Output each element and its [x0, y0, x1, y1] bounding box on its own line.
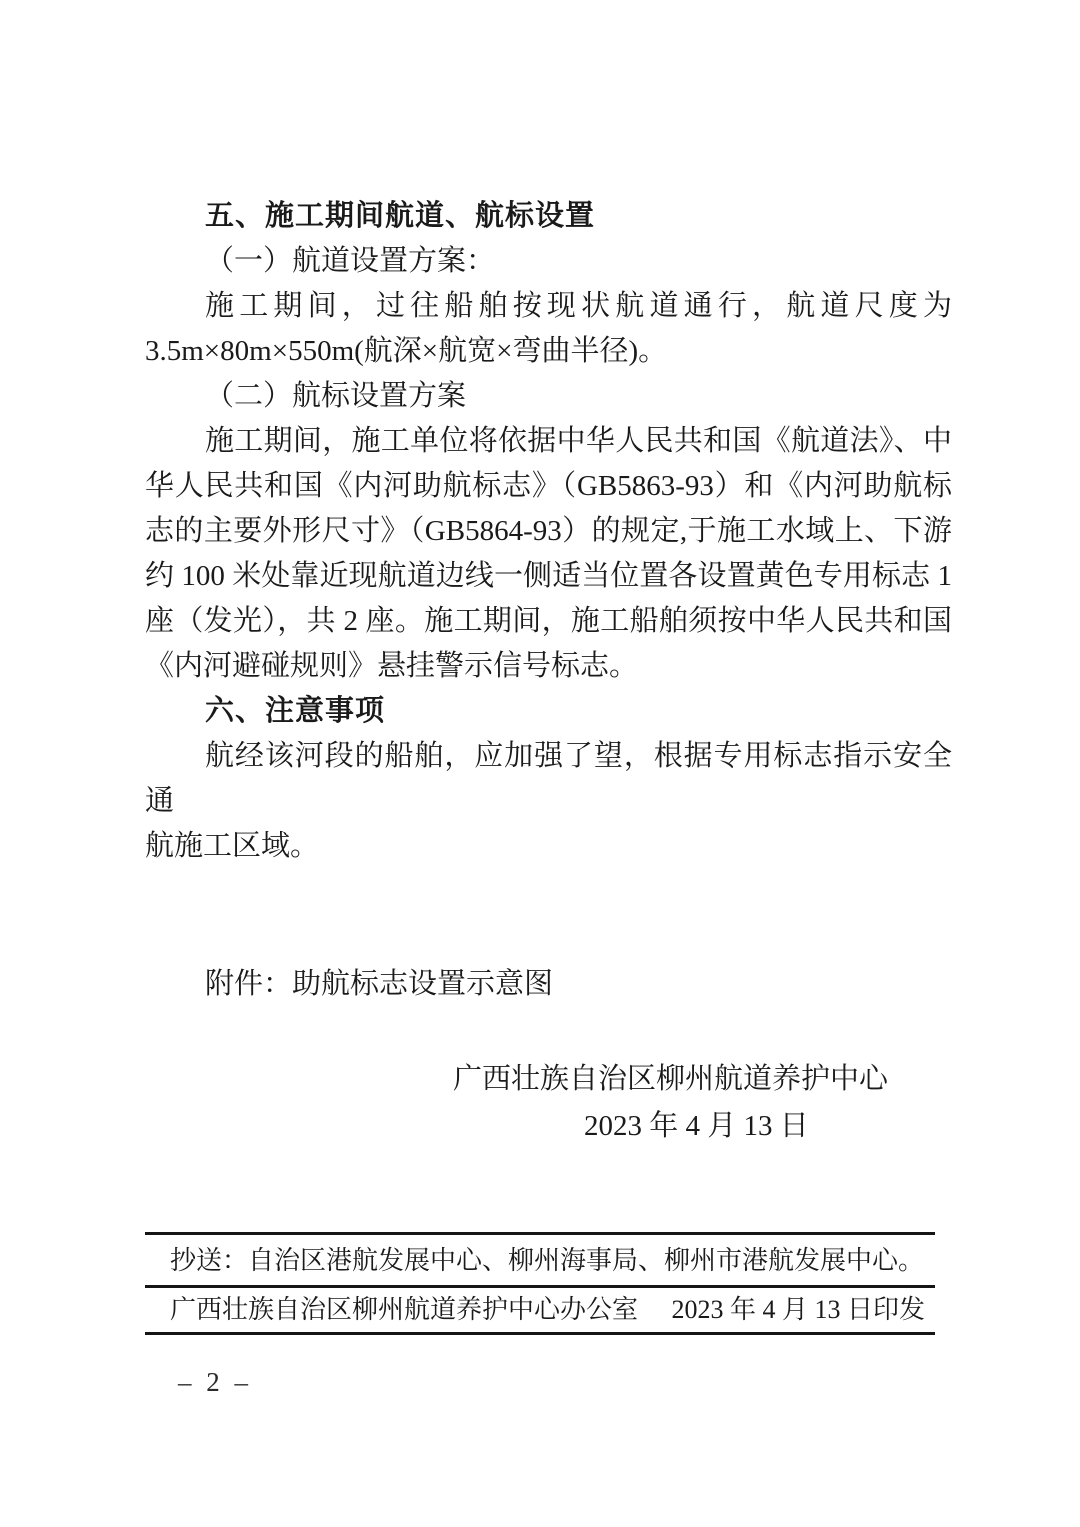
paragraph-notice-line-1: 航经该河段的船舶，应加强了望，根据专用标志指示安全通 — [145, 740, 952, 817]
paragraph-notice-line-2: 航施工区域。 — [145, 830, 320, 862]
paragraph-marks-line-6: 《内河避碰规则》悬挂警示信号标志。 — [145, 650, 639, 682]
cc-line: 抄送：自治区港航发展中心、柳州海事局、柳州市港航发展中心。 — [170, 1246, 925, 1275]
signature-organization: 广西壮族自治区柳州航道养护中心 — [453, 1063, 889, 1095]
issuer-row — [145, 1290, 935, 1330]
document-body — [145, 194, 952, 1007]
section-heading-5: 五、施工期间航道、航标设置 — [205, 200, 596, 232]
issuer-print-date: 2023 年 4 月 13 日印发 — [671, 1295, 925, 1324]
section-heading-6: 六、注意事项 — [205, 695, 386, 727]
subsection-1-title: （一）航道设置方案： — [205, 245, 496, 277]
footer-rule-middle — [145, 1285, 935, 1288]
paragraph-marks-line-5: 座（发光），共 2 座。施工期间，施工船舶须按中华人民共和国 — [145, 605, 952, 637]
page-number: – 2 – — [178, 1367, 252, 1397]
signature-date: 2023 年 4 月 13 日 — [584, 1110, 809, 1142]
footer-rule-top — [145, 1232, 935, 1235]
paragraph-marks-line-2: 华人民共和国《内河助航标志》（GB5863-93）和《内河助航标 — [145, 470, 952, 502]
paragraph-marks-line-4: 约 100 米处靠近现航道边线一侧适当位置各设置黄色专用标志 1 — [145, 560, 952, 592]
attachment-note: 附件：助航标志设置示意图 — [205, 968, 554, 1000]
paragraph-marks-line-1: 施工期间，施工单位将依据中华人民共和国《航道法》、中 — [205, 425, 952, 457]
issuer-office: 广西壮族自治区柳州航道养护中心办公室 — [170, 1295, 639, 1324]
footer-rule-bottom — [145, 1332, 935, 1335]
paragraph-marks-line-3: 志的主要外形尺寸》（GB5864-93）的规定,于施工水域上、下游 — [145, 515, 952, 547]
paragraph-channel-line-2: 3.5m×80m×550m(航深×航宽×弯曲半径)。 — [145, 335, 668, 367]
subsection-2-title: （二）航标设置方案 — [205, 380, 467, 412]
paragraph-channel-line-1: 施工期间，过往船舶按现状航道通行，航道尺度为 — [205, 290, 952, 322]
